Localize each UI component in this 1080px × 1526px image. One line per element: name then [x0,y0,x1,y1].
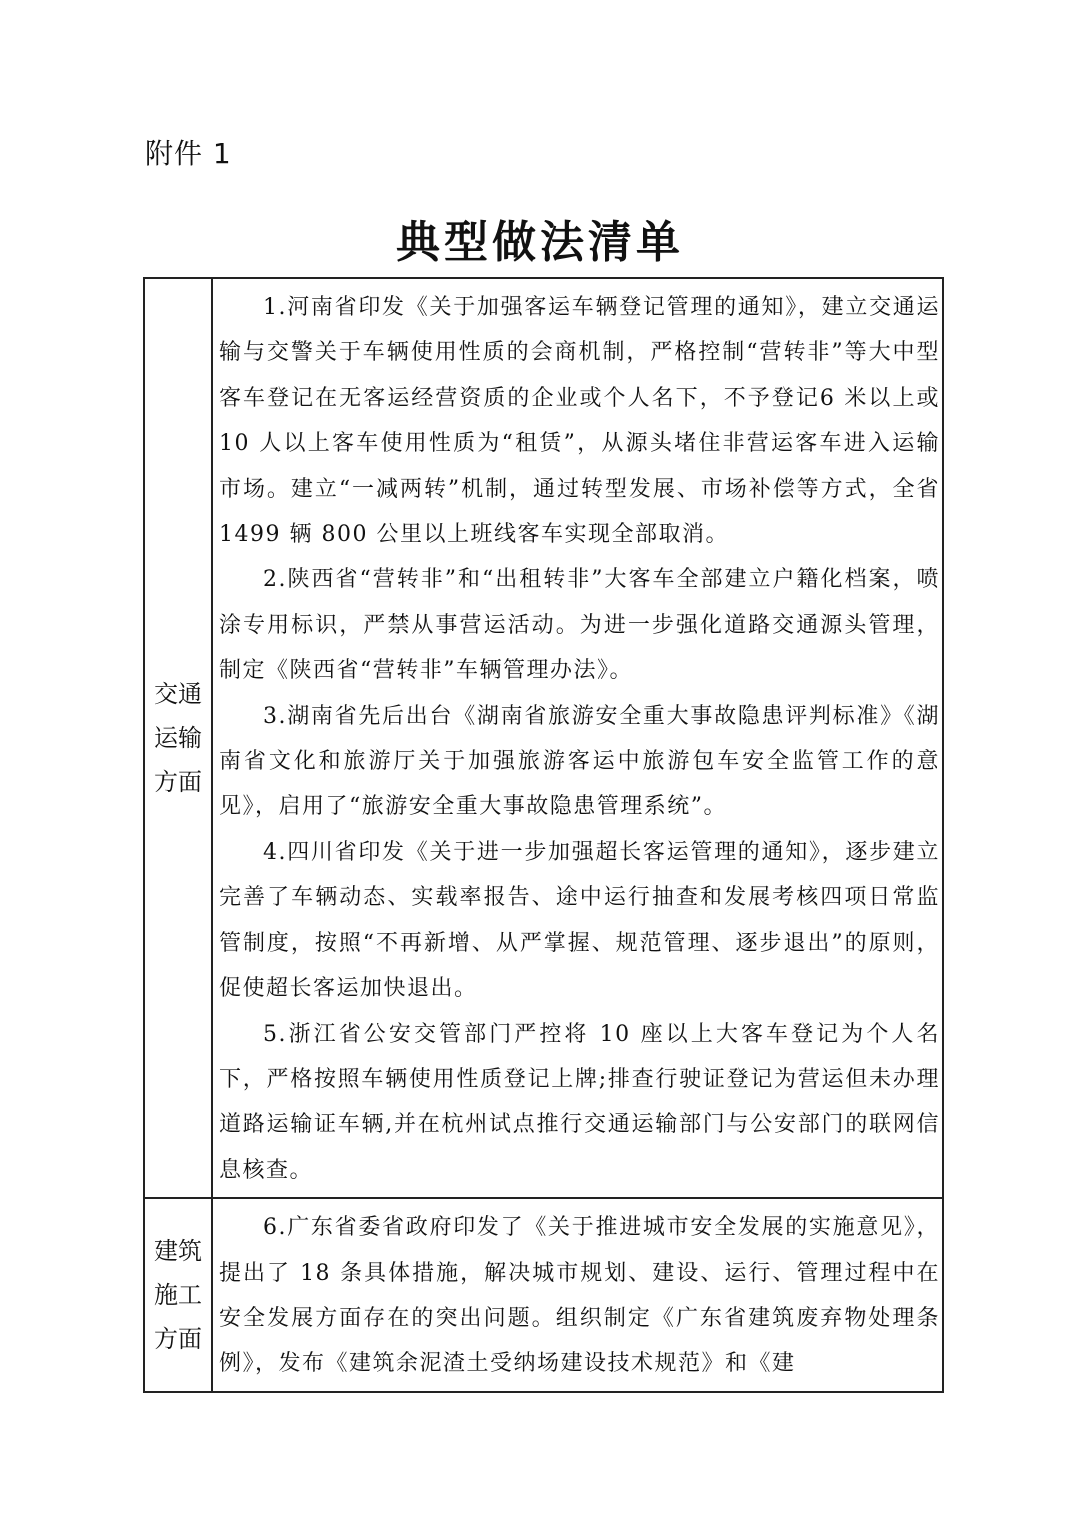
practice-item-4: 4.四川省印发《关于进一步加强超长客运管理的通知》，逐步建立完善了车辆动态、实载率报告、途中运行抽查和发展考核四项日常监管制度，按照“不再新增、从严掌握、规范管理、逐步退出”的原则，促使超长客运加快退出。 [219,839,940,1002]
category-line: 交通 [154,680,202,709]
category-cell-construction [144,1198,212,1392]
practice-item-6: 6.广东省委省政府印发了《关于推进城市安全发展的实施意见》，提出了 18 条具体措施，解决城市规划、建设、运行、管理过程中在安全发展方面存在的突出问题。组织制定《广东省建筑废弃物处理条例》，发布《建筑余泥渣土受纳场建设技术规范》和《建 [219,1215,940,1377]
table-row-transport [144,278,943,1198]
category-cell-transport [144,278,212,1198]
category-line: 建筑 [154,1236,202,1265]
table-row-construction [144,1198,943,1392]
attachment-label: 附件 1 [145,137,232,170]
practice-item-5: 5.浙江省公安交管部门严控将 10 座以上大客车登记为个人名下，严格按照车辆使用性质登记上牌;排查行驶证登记为营运但未办理道路运输证车辆,并在杭州试点推行交通运输部门与公安部门的联网信息核查。 [219,1021,940,1183]
practice-item-2: 2.陕西省“营转非”和“出租转非”大客车全部建立户籍化档案，喷涂专用标识，严禁从事营运活动。为进一步强化道路交通源头管理，制定《陕西省“营转非”车辆管理办法》。 [219,567,940,684]
practice-item-3: 3.湖南省先后出台《湖南省旅游安全重大事故隐患评判标准》《湖南省文化和旅游厅关于加强旅游客运中旅游包车安全监管工作的意见》，启用了“旅游安全重大事故隐患管理系统”。 [219,703,940,820]
practices-table [143,277,944,1393]
document-title: 典型做法清单 [396,217,684,268]
category-line: 施工 [154,1280,202,1309]
category-line: 运输 [154,724,202,753]
content-cell-transport [212,278,943,1198]
category-line: 方面 [154,1324,202,1353]
content-cell-construction [212,1198,943,1392]
category-line: 方面 [154,768,202,797]
practice-item-1: 1.河南省印发《关于加强客运车辆登记管理的通知》，建立交通运输与交警关于车辆使用性质的会商机制，严格控制“营转非”等大中型客车登记在无客运经营资质的企业或个人名下，不予登记6 米以上或 10 人以上客车使用性质为“租赁”，从源头堵住非营运客车进入运输市场。建立“一减两转”机制，通过转型发展、市场补偿等方式，全省 1499 辆 800 公里以上班线客车实现全部取消。 [219,295,940,548]
